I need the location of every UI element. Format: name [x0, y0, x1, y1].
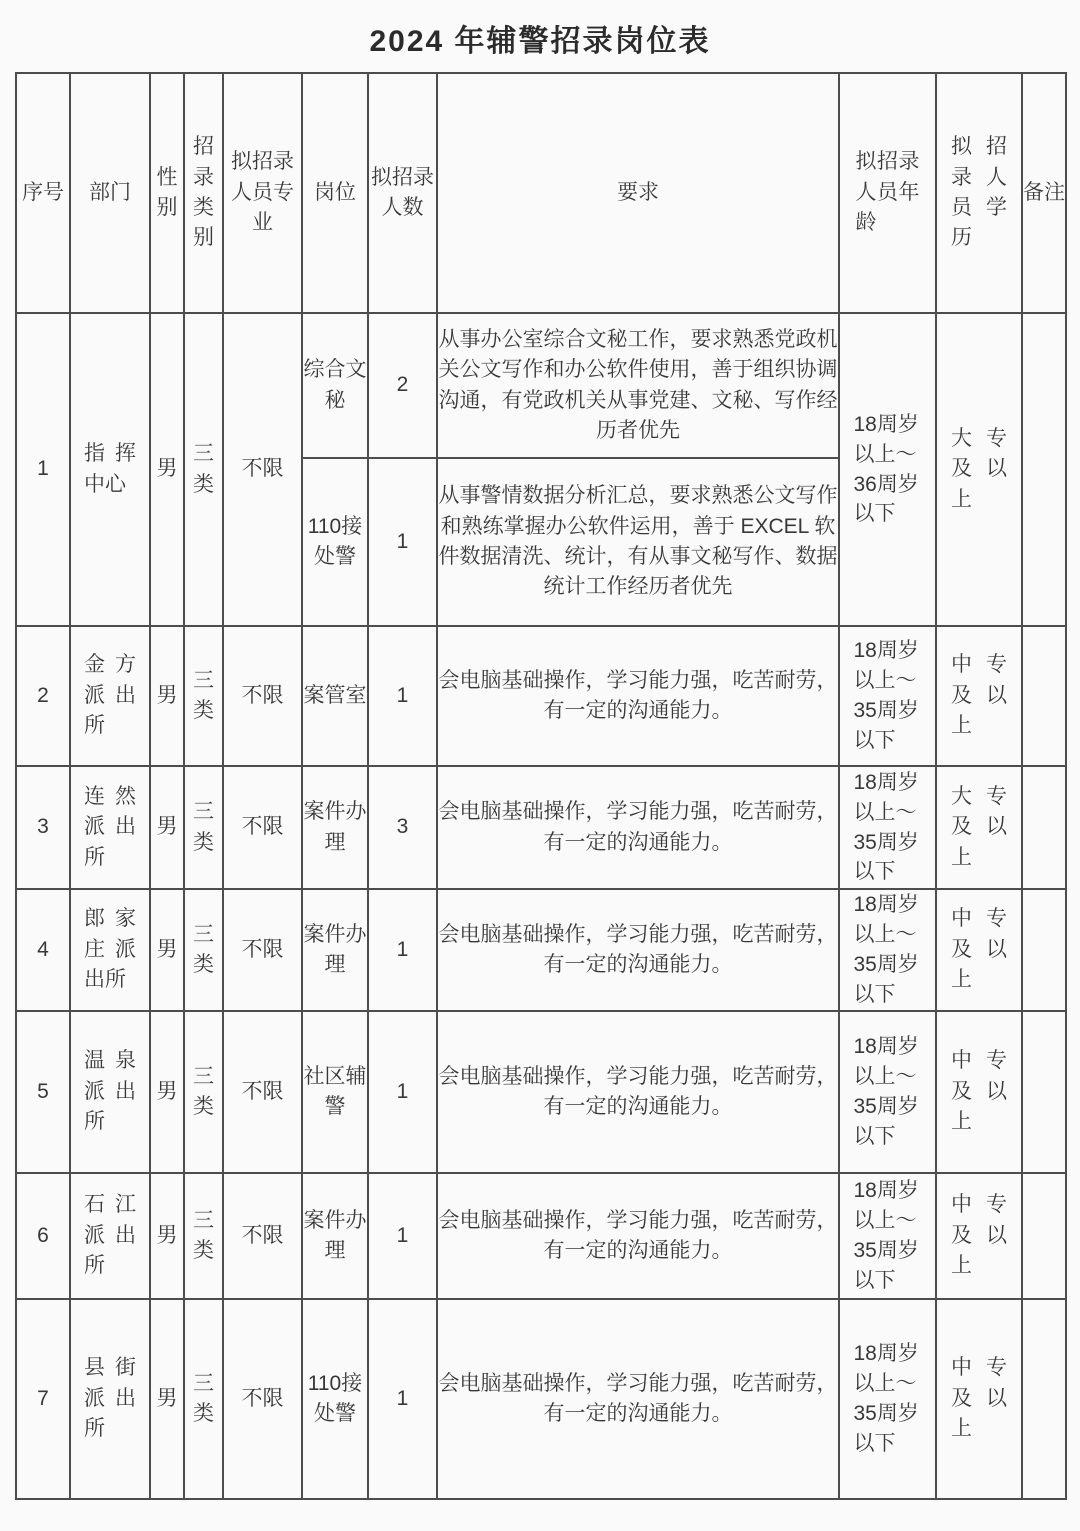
row5-education: [936, 1011, 1022, 1173]
row1-education: [936, 313, 1022, 626]
row6-gender: 男: [150, 1173, 184, 1299]
row3-major: 不限: [223, 766, 302, 889]
row1-gender: 男: [150, 313, 184, 626]
row4-major: 不限: [223, 889, 302, 1011]
row2-requirements: 会电脑基础操作，学习能力强，吃苦耐劳，有一定的沟通能力。: [437, 626, 839, 766]
table-row: [16, 626, 1066, 766]
row3-position: 案件办理: [302, 766, 368, 889]
table-row: [16, 889, 1066, 1011]
header-age-text: 拟招录人员年龄: [855, 150, 920, 235]
header-requirements: 要求: [437, 73, 839, 313]
row3-education-text: 大专及以上: [951, 784, 1007, 869]
row4-department-text: 郎家庄派出所: [84, 907, 136, 992]
row1-remarks: [1022, 313, 1066, 626]
row7-requirements: 会电脑基础操作，学习能力强，吃苦耐劳，有一定的沟通能力。: [437, 1299, 839, 1499]
row5-education-text: 中专及以上: [951, 1049, 1007, 1134]
row7-department-text: 县街派出所: [84, 1356, 136, 1441]
row2-age-text: 18周岁以上～35周岁以下: [853, 639, 919, 752]
header-count: 拟招录人数: [368, 73, 437, 313]
header-position: 岗位: [302, 73, 368, 313]
row7-education-text: 中专及以上: [951, 1356, 1007, 1441]
header-remarks: 备注: [1022, 73, 1066, 313]
row5-position: 社区辅警: [302, 1011, 368, 1173]
row4-no: 4: [16, 889, 70, 1011]
row1-requirements-1: 从事办公室综合文秘工作，要求熟悉党政机关公文写作和办公软件使用，善于组织协调沟通，有党政机关从事党建、文秘、写作经历者优先: [437, 313, 839, 458]
row1-position-1: 综合文秘: [302, 313, 368, 458]
row2-department: [70, 626, 150, 766]
row3-category: 三类: [184, 766, 223, 889]
row1-department: [70, 313, 150, 626]
row5-count: 1: [368, 1011, 437, 1173]
row3-age: [839, 766, 936, 889]
row5-no: 5: [16, 1011, 70, 1173]
row7-major: 不限: [223, 1299, 302, 1499]
row2-gender: 男: [150, 626, 184, 766]
row5-age-text: 18周岁以上～35周岁以下: [853, 1035, 919, 1148]
row5-age: [839, 1011, 936, 1173]
row6-major: 不限: [223, 1173, 302, 1299]
row4-education-text: 中专及以上: [951, 907, 1007, 992]
row1-count-1: 2: [368, 313, 437, 458]
row2-no: 2: [16, 626, 70, 766]
row7-education: [936, 1299, 1022, 1499]
row7-no: 7: [16, 1299, 70, 1499]
row4-category: 三类: [184, 889, 223, 1011]
row3-age-text: 18周岁以上～35周岁以下: [853, 770, 919, 884]
table-row: [16, 1011, 1066, 1173]
row6-age-text: 18周岁以上～35周岁以下: [853, 1179, 919, 1292]
header-education: [936, 73, 1022, 313]
recruitment-table: [15, 72, 1067, 1500]
row4-remarks: [1022, 889, 1066, 1011]
row1-age-text: 18周岁以上～36周岁以下: [853, 412, 919, 526]
header-row: [16, 73, 1066, 313]
row1-department-text: 指挥中心: [84, 442, 136, 496]
row6-category: 三类: [184, 1173, 223, 1299]
row3-remarks: [1022, 766, 1066, 889]
row2-education-text: 中专及以上: [951, 653, 1007, 738]
row5-department: [70, 1011, 150, 1173]
row4-age: [839, 889, 936, 1011]
row6-no: 6: [16, 1173, 70, 1299]
row3-department-text: 连然派出所: [84, 784, 136, 869]
row4-requirements: 会电脑基础操作，学习能力强，吃苦耐劳，有一定的沟通能力。: [437, 889, 839, 1011]
row4-gender: 男: [150, 889, 184, 1011]
row2-position: 案管室: [302, 626, 368, 766]
row6-department-text: 石江派出所: [84, 1193, 136, 1278]
table-row: [16, 1299, 1066, 1499]
row2-count: 1: [368, 626, 437, 766]
header-category: 招录类别: [184, 73, 223, 313]
row1-education-text: 大专及以上: [951, 426, 1007, 511]
page-title: 2024 年辅警招录岗位表: [369, 25, 711, 58]
row5-department-text: 温泉派出所: [84, 1049, 136, 1134]
row6-requirements: 会电脑基础操作，学习能力强，吃苦耐劳，有一定的沟通能力。: [437, 1173, 839, 1299]
row4-age-text: 18周岁以上～35周岁以下: [853, 893, 919, 1006]
row5-category: 三类: [184, 1011, 223, 1173]
row7-position: 110接处警: [302, 1299, 368, 1499]
row7-count: 1: [368, 1299, 437, 1499]
row5-remarks: [1022, 1011, 1066, 1173]
row1-requirements-2: 从事警情数据分析汇总，要求熟悉公文写作和熟练掌握办公软件运用，善于 EXCEL 软件数据清洗、统计，有从事文秘写作、数据统计工作经历者优先: [437, 458, 839, 626]
row2-education: [936, 626, 1022, 766]
row3-gender: 男: [150, 766, 184, 889]
row3-requirements: 会电脑基础操作，学习能力强，吃苦耐劳，有一定的沟通能力。: [437, 766, 839, 889]
row2-remarks: [1022, 626, 1066, 766]
row1-major: 不限: [223, 313, 302, 626]
row1-no: 1: [16, 313, 70, 626]
row5-gender: 男: [150, 1011, 184, 1173]
header-gender: 性别: [150, 73, 184, 313]
row7-remarks: [1022, 1299, 1066, 1499]
row4-count: 1: [368, 889, 437, 1011]
row7-gender: 男: [150, 1299, 184, 1499]
row3-no: 3: [16, 766, 70, 889]
row7-department: [70, 1299, 150, 1499]
row6-count: 1: [368, 1173, 437, 1299]
row6-department: [70, 1173, 150, 1299]
document-page: [0, 16, 1080, 1500]
row5-requirements: 会电脑基础操作，学习能力强，吃苦耐劳，有一定的沟通能力。: [437, 1011, 839, 1173]
row4-position: 案件办理: [302, 889, 368, 1011]
row2-category: 三类: [184, 626, 223, 766]
row6-position: 案件办理: [302, 1173, 368, 1299]
table-row: [16, 1173, 1066, 1299]
row2-age: [839, 626, 936, 766]
table-row: [16, 766, 1066, 889]
header-no: 序号: [16, 73, 70, 313]
row2-major: 不限: [223, 626, 302, 766]
row7-age-text: 18周岁以上～35周岁以下: [853, 1342, 919, 1455]
row4-education: [936, 889, 1022, 1011]
row7-age: [839, 1299, 936, 1499]
row7-category: 三类: [184, 1299, 223, 1499]
row3-education: [936, 766, 1022, 889]
row3-department: [70, 766, 150, 889]
row1-position-2: 110接处警: [302, 458, 368, 626]
row6-remarks: [1022, 1173, 1066, 1299]
row1-count-2: 1: [368, 458, 437, 626]
row6-education-text: 中专及以上: [951, 1193, 1007, 1278]
row6-age: [839, 1173, 936, 1299]
header-education-text: 拟招录人员学历: [951, 135, 1007, 250]
row1-age: [839, 313, 936, 626]
row4-department: [70, 889, 150, 1011]
row2-department-text: 金方派出所: [84, 653, 136, 738]
header-major: 拟招录人员专业: [223, 73, 302, 313]
row5-major: 不限: [223, 1011, 302, 1173]
row1-category: 三类: [184, 313, 223, 626]
table-row: [16, 313, 1066, 458]
header-department: 部门: [70, 73, 150, 313]
header-age: [839, 73, 936, 313]
row6-education: [936, 1173, 1022, 1299]
row3-count: 3: [368, 766, 437, 889]
